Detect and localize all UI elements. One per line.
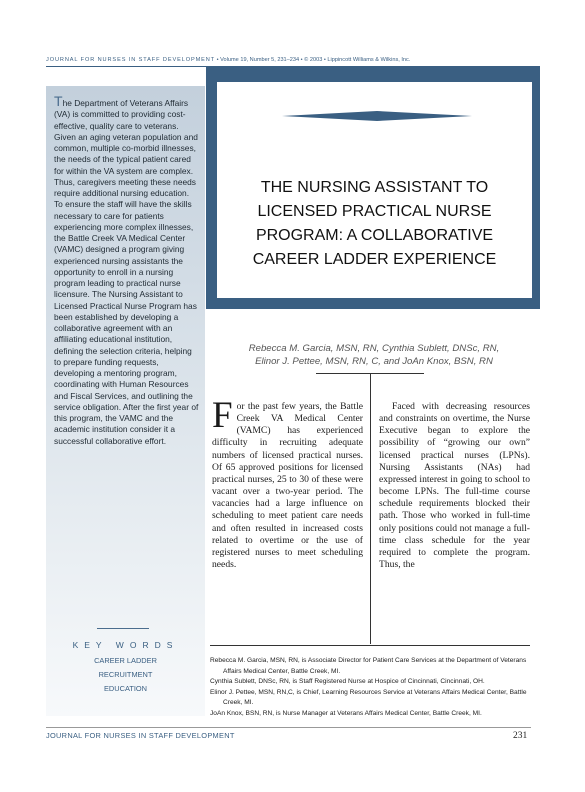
running-head: [46, 57, 410, 63]
title-line: LICENSED PRACTICAL NURSE: [257, 203, 492, 220]
article-title: [217, 176, 532, 272]
keywords-rule: [97, 628, 149, 629]
footer-journal-name: JOURNAL FOR NURSES IN STAFF DEVELOPMENT: [46, 731, 235, 740]
footnote: Rebecca M. Garcia, MSN, RN, is Associate Director for Patient Care Services at the Department of Veterans Affairs Medical Center, Battle Creek, MI.: [210, 657, 527, 675]
footnote: Cynthia Sublett, DNSc, RN, is Staff Registered Nurse at Hospice of Cincinnati, Cincinnati, OH.: [210, 678, 485, 685]
title-frame: [206, 66, 217, 309]
keyword-item: EDUCATION: [104, 684, 147, 693]
decorative-rule-icon: [282, 110, 472, 122]
body-drop-cap: F: [212, 395, 233, 436]
abstract-text: he Department of Veterans Affairs (VA) is committed to providing cost-effective, quality care to veterans. Given an aging veteran population and common, multiple co-morbid illnesses, the needs of the typical patient cared for within the VA system are complex. Thus, caregivers meeting these needs require additional nursing education. To ensure the staff will have the skills necessary to care for patients experiencing more complex illnesses, the Battle Creek VA Medical Center (VAMC) designed a program giving experienced nursing assistants the opportunity to enroll in a nursing program leading to practical nurse licensure. The Nursing Assistant to Licensed Practical Nurse Program has been established by developing a collaborative agreement with an affiliating educational institution, defining the selection criteria, helping to prepare funding requests, developing a mentoring program, coordinating with Human Resources and Fiscal Services, and outlining the service obligation. After the first year of this program, the VAMC and the academic institution consider it a successful collaborative effort.: [54, 98, 199, 446]
column-divider: [370, 373, 371, 644]
header-rule: [46, 66, 210, 67]
keyword-item: CAREER LADDER: [94, 656, 157, 665]
running-head-citation: • Volume 19, Number 5, 231–234 • © 2003 • Lippincott Williams & Wilkins, Inc.: [215, 57, 411, 63]
title-line: THE NURSING ASSISTANT TO: [260, 179, 489, 196]
title-frame: [206, 298, 540, 309]
title-line: CAREER LADDER EXPERIENCE: [252, 251, 497, 268]
footnote: JoAn Knox, BSN, RN, is Nurse Manager at Veterans Affairs Medical Center, Battle Creek, MI.: [210, 709, 482, 717]
page-number: 231: [513, 731, 528, 741]
keywords-heading: KEY WORDS: [72, 640, 179, 650]
footnote: Elinor J. Pettee, MSN, RN,C, is Chief, Learning Resources Service at Veterans Affairs Medical Center, Battle Creek, MI.: [210, 688, 527, 706]
authors-line: Rebecca M. Garcia, MSN, RN, Cynthia Sublett, DNSc, RN,: [248, 343, 500, 354]
authors-line: Elinor J. Pettee, MSN, RN, C, and JoAn Knox, BSN, RN: [255, 356, 493, 367]
title-frame: [206, 66, 540, 82]
title-frame: [532, 66, 540, 309]
author-list: [214, 342, 534, 368]
title-line: PROGRAM: A COLLABORATIVE: [255, 227, 494, 244]
body-column-2: [379, 401, 530, 571]
footnote-rule: [210, 645, 530, 646]
abstract-drop-cap: T: [54, 93, 63, 109]
running-head-journal: JOURNAL FOR NURSES IN STAFF DEVELOPMENT: [46, 57, 216, 63]
body-paragraph: Faced with decreasing resources and constraints on overtime, the Nurse Executive began to explore the possibility of “growing our own” licensed practical nurses (LPNs). Nursing Assistants (NAs) had expressed interest in going to school to become LPNs. The full-time course schedule requirements blocked their path. Those who worked in full-time only positions could not manage a full-time class schedule for the year required to complete the program. Thus, the: [379, 401, 530, 571]
body-paragraph: or the past few years, the Battle Creek VA Medical Center (VAMC) has experienced difficulty in recruiting adequate numbers of licensed practical nurses. Of 65 approved positions for licensed practical nurses, 25 to 30 of these were vacant over a two-year period. The vacancies had a large influence on scheduling to meet patient care needs and often resulted in increased costs related to overtime or the use of registered nurses to meet scheduling needs.: [212, 401, 363, 571]
footer-rule: [46, 727, 531, 728]
body-column-1: [212, 395, 363, 571]
abstract: [54, 93, 200, 447]
keyword-item: RECRUITMENT: [98, 670, 153, 679]
author-footnotes: [210, 656, 532, 719]
